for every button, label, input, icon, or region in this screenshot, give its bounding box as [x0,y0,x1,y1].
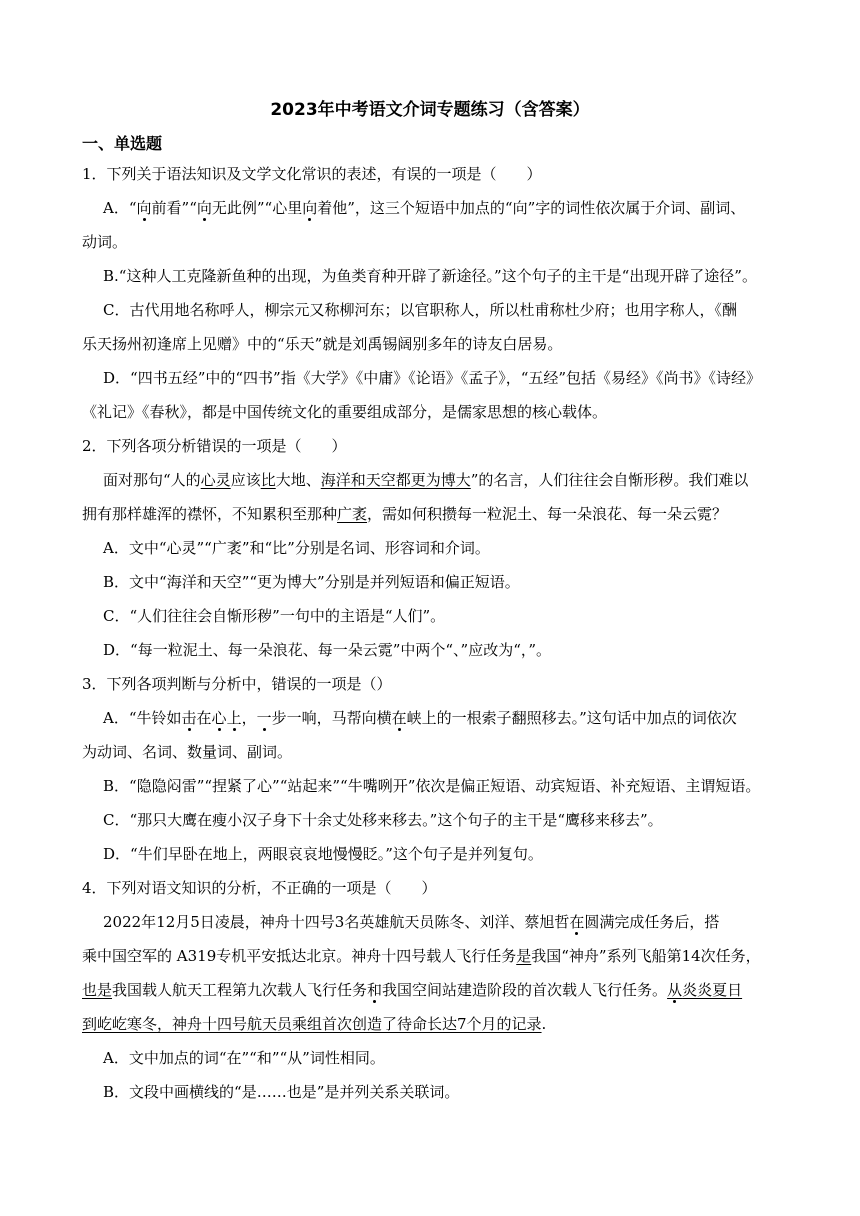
q2-option-a: A．文中“心灵”“广袤”和“比”分别是名词、形容词和介词。 [103,539,490,557]
q3-option-d: D．“牛们早卧在地上，两眼哀哀地慢慢眨。”这个句子是并列复句。 [103,845,543,863]
q2-stem: 2．下列各项分析错误的一项是（ ） [82,437,347,455]
q4-stem: 4．下列对语文知识的分析，不正确的一项是（ ） [82,879,437,897]
q3-option-c: C．“那只大鹰在瘦小汉子身下十余丈处移来移去。”这个句子的主干是“鹰移来移去”。 [103,811,663,829]
q4-passage-line3: 也是我国载人航天工程第九次载人飞行任务和我国空间站建造阶段的首次载人飞行任务。从炎炎夏日 [82,981,743,999]
q1-option-a-cont: 动词。 [82,233,128,251]
section-heading: 一、单选题 [82,134,163,153]
q2-option-d: D．“每一粒泥土、每一朵浪花、每一朵云霓”中两个“、”应改为“，”。 [103,641,552,659]
q4-option-b: B．文段中画横线的“是……也是”是并列关系关联词。 [103,1083,460,1101]
q2-option-c: C．“人们往往会自惭形秽”一句中的主语是“人们”。 [103,607,446,625]
q1-option-b: B.“这种人工克隆新鱼种的出现，为鱼类育种开辟了新途径。”这个句子的主干是“出现开辟了途径”。 [103,267,757,285]
q3-stem: 3．下列各项判断与分析中，错误的一项是（） [82,675,392,693]
page-title: 2023年中考语文介词专题练习（含答案） [270,100,590,120]
q2-option-b: B．文中“海洋和天空”“更为博大”分别是并列短语和偏正短语。 [103,573,520,591]
q3-option-a-cont: 为动词、名词、数量词、副词。 [82,743,293,761]
q2-passage-line1: 面对那句“人的心灵应该比大地、海洋和天空都更为博大”的名言，人们往往会自惭形秽。我们难以 [103,471,749,489]
q1-option-d-cont: 《礼记》《春秋》，都是中国传统文化的重要组成部分，是儒家思想的核心载体。 [82,403,608,421]
q4-passage-line4: 到屹屹寒冬，神舟十四号航天员乘组首次创造了待命长达7个月的记录. [82,1015,547,1033]
q1-option-c-cont: 乐天扬州初逢席上见赠》中的“乐天”就是刘禹锡阔别多年的诗友白居易。 [82,335,563,353]
q1-option-d: D．“四书五经”中的“四书”指《大学》《中庸》《论语》《孟子》，“五经”包括《易经》《尚书》《诗经》 [103,369,762,387]
q4-passage-line2: 乘中国空军的 A319专机平安抵达北京。神舟十四号载人飞行任务是我国“神舟”系列飞船第14次任务， [82,947,761,965]
q1-option-a: A．“向前看”“向无此例”“心里向着他”，这三个短语中加点的“向”字的词性依次属于介词、副词、 [103,199,746,217]
q3-option-b: B．“隐隐闷雷”“捏紧了心”“站起来”“牛嘴咧开”依次是偏正短语、动宾短语、补充短语、主谓短语。 [103,777,761,795]
q1-stem: 1．下列关于语法知识及文学文化常识的表述，有误的一项是（ ） [82,165,542,183]
q4-option-a: A．文中加点的词“在”“和”“从”词性相同。 [103,1049,385,1067]
q4-passage-line1: 2022年12月5日凌晨，神舟十四号3名英雄航天员陈冬、刘洋、蔡旭哲在圆满完成任务后，搭 [103,913,720,931]
q3-option-a: A．“牛铃如击在心上，一步一响，马帮向横在峡上的一根索子翻照移去。”这句话中加点的词依次 [103,709,737,727]
q1-option-c: C．古代用地名称呼人，柳宗元又称柳河东；以官职称人，所以杜甫称杜少府；也用字称人，《酬 [103,301,737,319]
q2-passage-line2: 拥有那样雄浑的襟怀，不知累积至那种广袤，需如何积攒每一粒泥土、每一朵浪花、每一朵云霓？ [82,505,728,523]
